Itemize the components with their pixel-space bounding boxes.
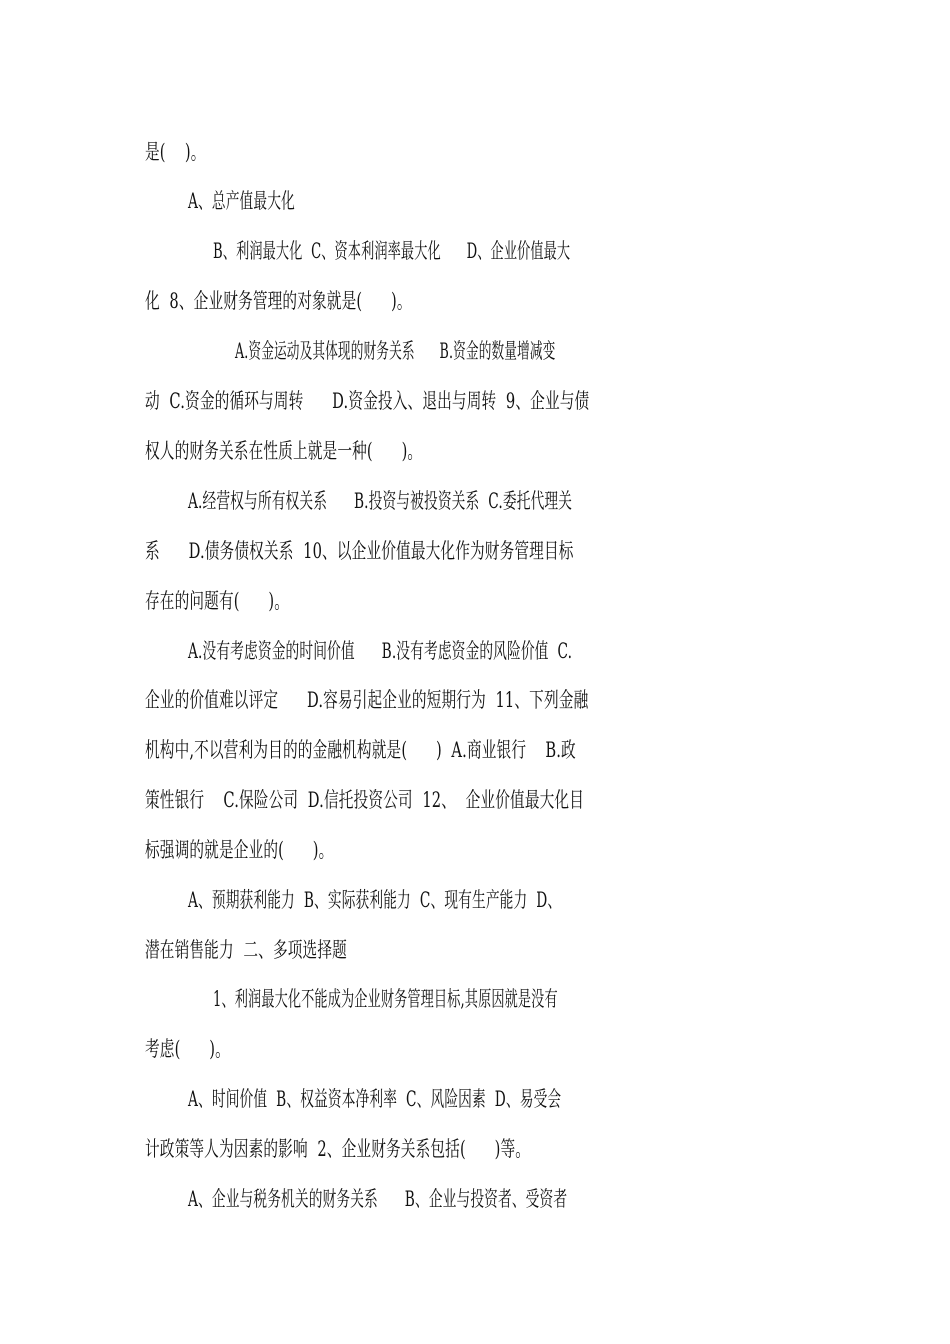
text-line: 1、利润最大化不能成为企业财务管理目标,其原因就是没有 bbox=[213, 987, 558, 1011]
text-line: A、预期获利能力 B、实际获利能力 C、现有生产能力 D、 bbox=[188, 888, 562, 912]
text-line: 系 D.债务债权关系 10、以企业价值最大化作为财务管理目标 bbox=[145, 539, 574, 563]
text-line: A.没有考虑资金的时间价值 B.没有考虑资金的风险价值 C. bbox=[188, 639, 573, 663]
text-line: 考虑( )。 bbox=[145, 1037, 230, 1061]
text-line: B、利润最大化 C、资本利润率最大化 D、企业价值最大 bbox=[213, 239, 571, 263]
text-line: A.经营权与所有权关系 B.投资与被投资关系 C.委托代理关 bbox=[188, 489, 573, 513]
text-line: 权人的财务关系在性质上就是一种( )。 bbox=[145, 439, 423, 463]
text-line: 标强调的就是企业的( )。 bbox=[145, 838, 334, 862]
text-line: 机构中,不以营利为目的的金融机构就是( ) A.商业银行 B.政 bbox=[145, 738, 576, 762]
text-line: 企业的价值难以评定 D.容易引起企业的短期行为 11、下列金融 bbox=[145, 688, 589, 712]
text-line: 存在的问题有( )。 bbox=[145, 589, 290, 613]
text-line: 动 C.资金的循环与周转 D.资金投入、退出与周转 9、企业与债 bbox=[145, 389, 590, 413]
text-line: A、时间价值 B、权益资本净利率 C、风险因素 D、易受会 bbox=[188, 1087, 562, 1111]
text-line: A.资金运动及其体现的财务关系 B.资金的数量增减变 bbox=[235, 339, 556, 363]
text-line: 策性银行 C.保险公司 D.信托投资公司 12、 企业价值最大化目 bbox=[145, 788, 585, 812]
text-line: A、总产值最大化 bbox=[188, 189, 295, 213]
text-line: 是( )。 bbox=[145, 140, 206, 164]
text-line: 潜在销售能力 二、多项选择题 bbox=[145, 938, 347, 962]
text-line: A、企业与税务机关的财务关系 B、企业与投资者、受资者 bbox=[188, 1187, 568, 1211]
text-line: 化 8、企业财务管理的对象就是( )。 bbox=[145, 289, 412, 313]
text-line: 计政策等人为因素的影响 2、企业财务关系包括( )等。 bbox=[145, 1137, 531, 1161]
